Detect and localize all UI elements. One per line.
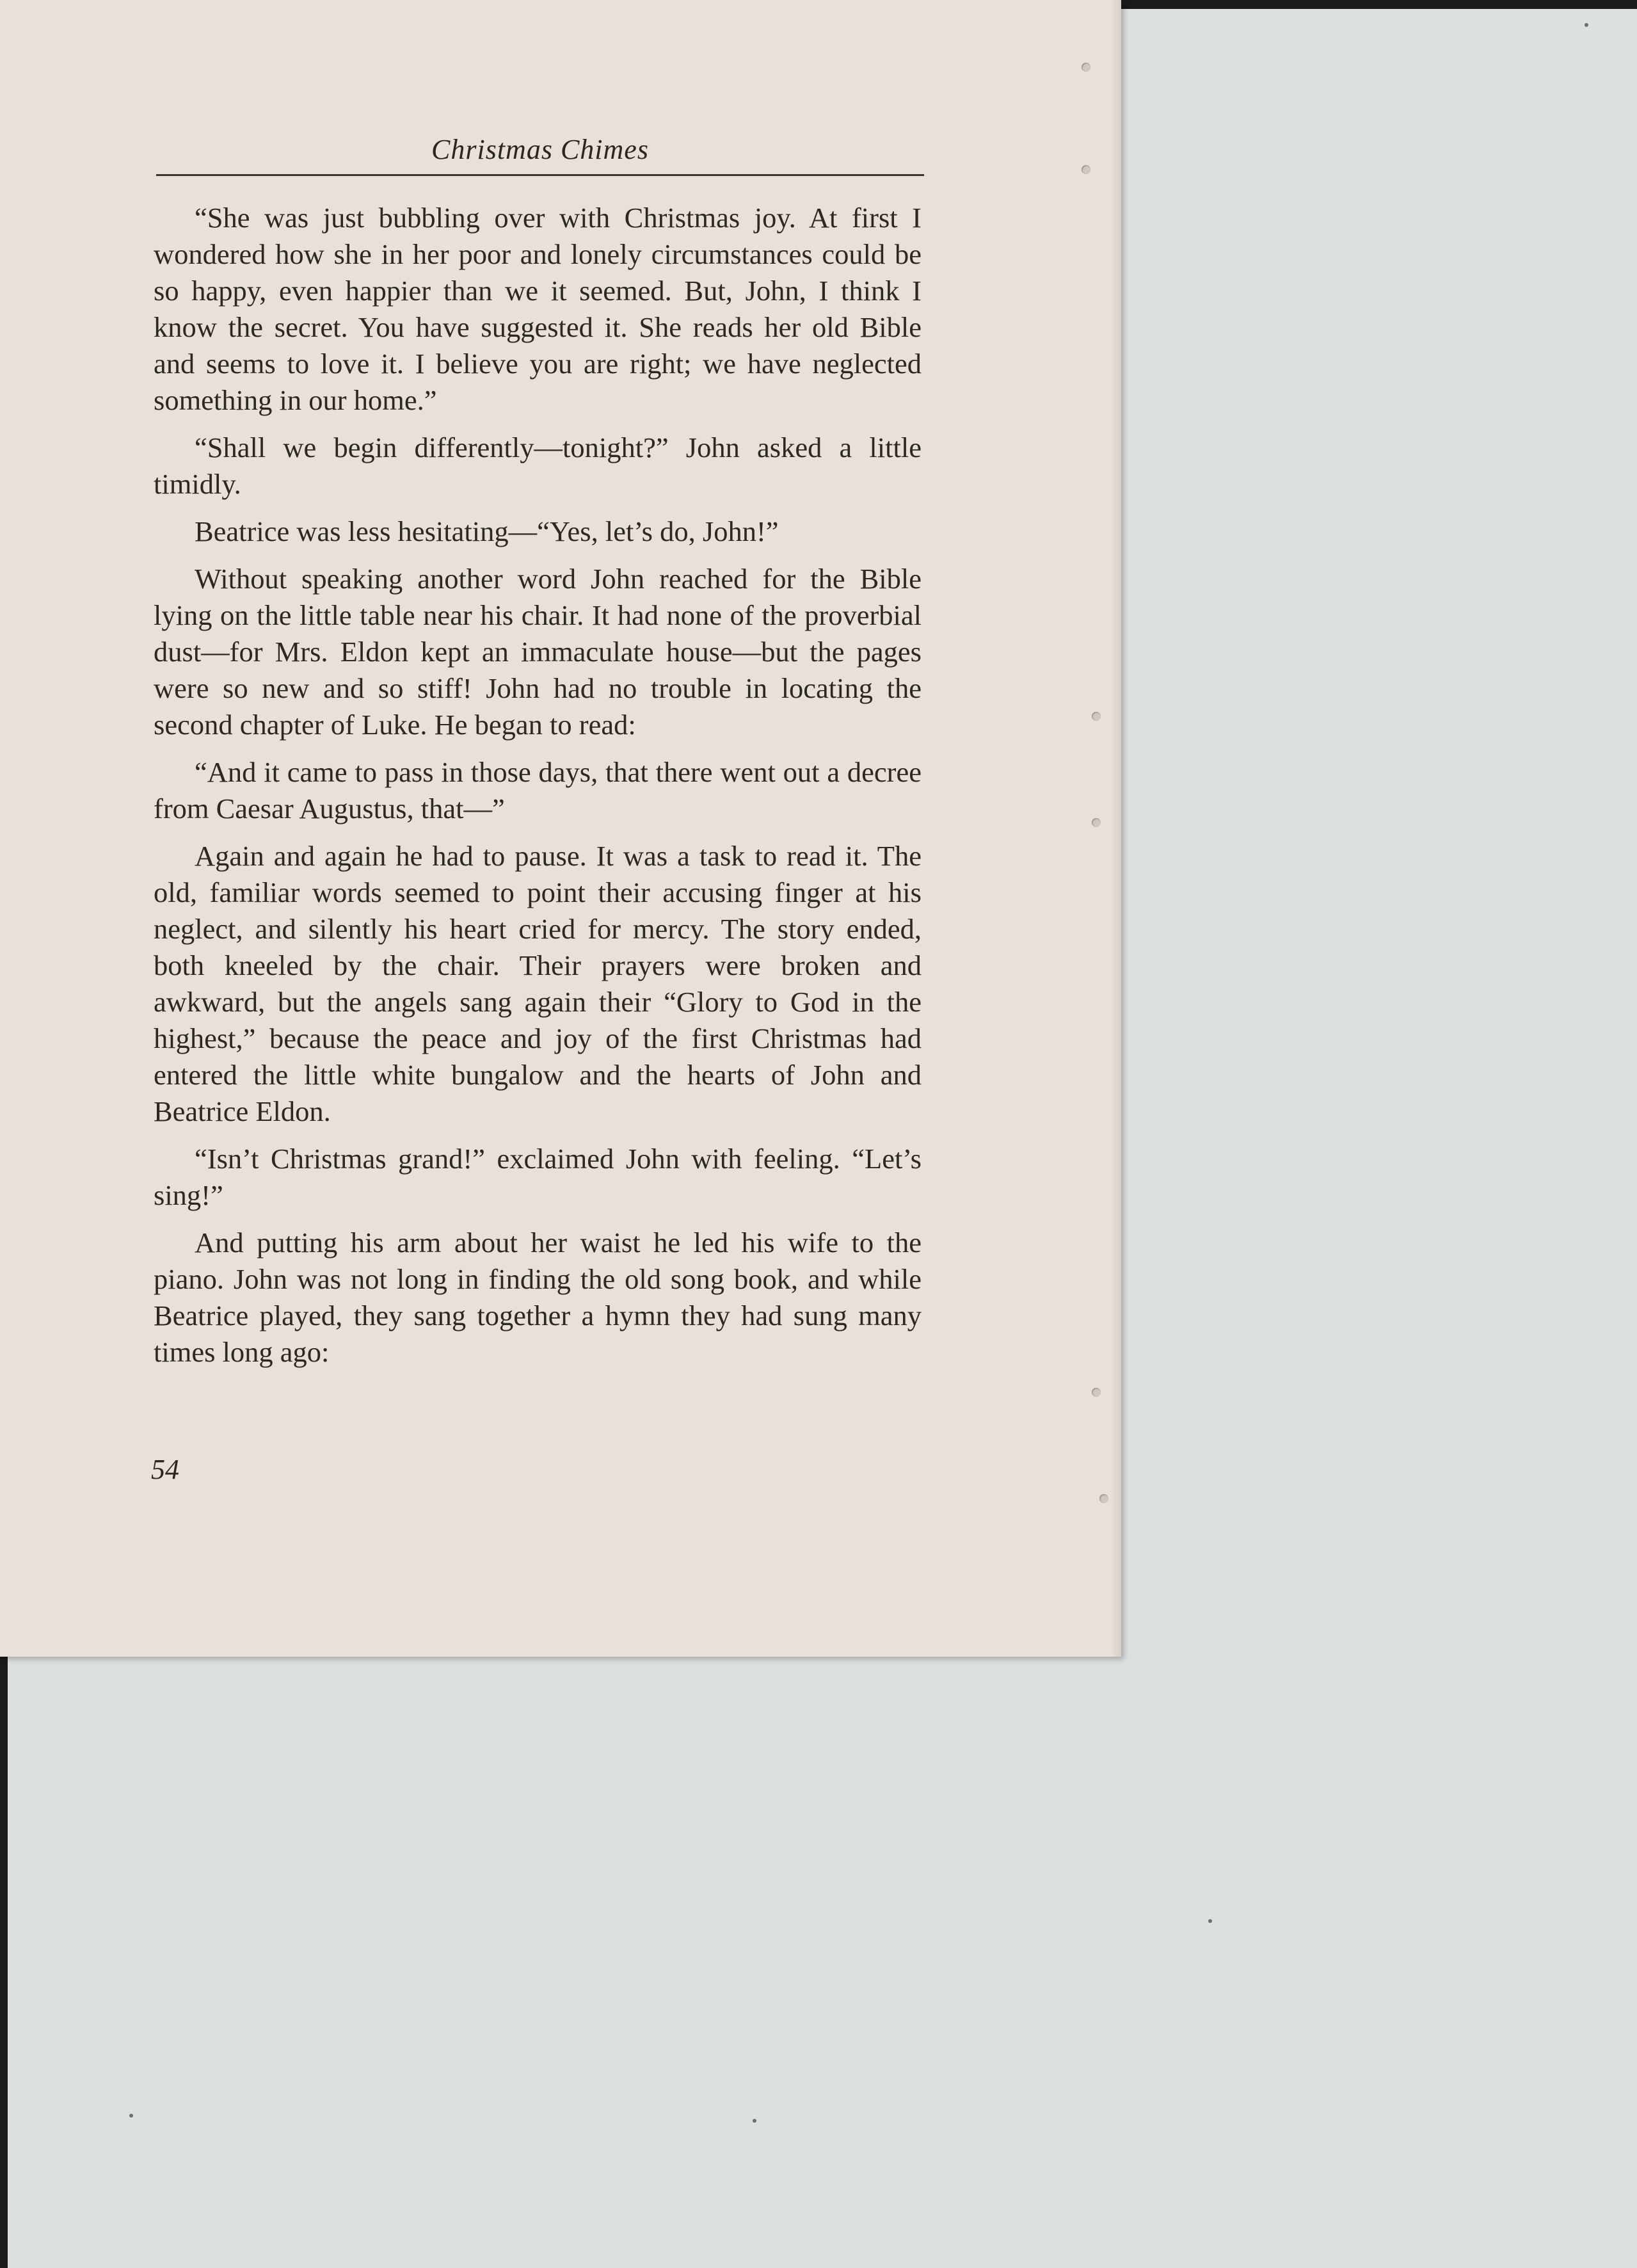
paragraph-7: “Isn’t Christmas grand!” exclaimed John with feeling. “Let’s sing!” [154,1143,922,1211]
scanner-edge-top [1114,0,1637,9]
paragraph-6: Again and again he had to pause. It was a task to read it. The old, familiar words seemed to point their accusing finger at his neglect, and silently his heart cried for mercy. The story ended, both kneeled by the chair. Their prayers were broken and awkward, but the angels sang again their “Glory to God in the highest,” because the peace and joy of the first Christmas had entered the little white bungalow and the hearts of John and Beatrice Eldon. [154,840,922,1127]
binding-hole [1082,63,1090,72]
paragraph-1: “She was just bubbling over with Christmas joy. At first I wondered how she in her poor and lonely circumstances could be so happy, even happier than we it seemed. But, John, I think I know the secret. You have suggested it. She reads her old Bible and seems to love it. I believe you are right; we have neglected something in our home.” [154,202,922,416]
dust-speck [1585,23,1588,27]
paragraph-2: “Shall we begin differently—tonight?” John asked a little timidly. [154,431,922,500]
binding-hole [1092,1388,1101,1397]
running-head-rule [156,174,924,176]
page-number: 54 [151,1454,179,1485]
running-head [156,133,924,178]
paragraph-8: And putting his arm about her waist he led his wife to the piano. John was not long in finding the old song book, and while Beatrice played, they sang together a hymn they had sung many times long ago: [154,1226,922,1368]
dust-speck [1208,1919,1212,1923]
binding-hole [1082,165,1090,174]
binding-hole [1092,712,1101,721]
paragraph-4: Without speaking another word John reached for the Bible lying on the little table near his chair. It had none of the proverbial dust—for Mrs. Eldon kept an immaculate house—but the pages were so new and so stiff! John had no trouble in locating the second chapter of Luke. He began to read: [154,563,922,741]
binding-hole [1099,1494,1108,1503]
dust-speck [753,2119,756,2123]
paragraph-3: Beatrice was less hesitating—“Yes, let’s do, John!” [195,515,779,547]
page-edge [1110,0,1121,1657]
scanner-edge-left [0,1639,8,2268]
running-head-title: Christmas Chimes [431,134,649,165]
dust-speck [129,2114,133,2118]
binding-hole [1092,818,1101,827]
paragraph-5: “And it came to pass in those days, that there went out a decree from Caesar Augustus, that—” [154,756,922,824]
body-text [154,200,922,1381]
